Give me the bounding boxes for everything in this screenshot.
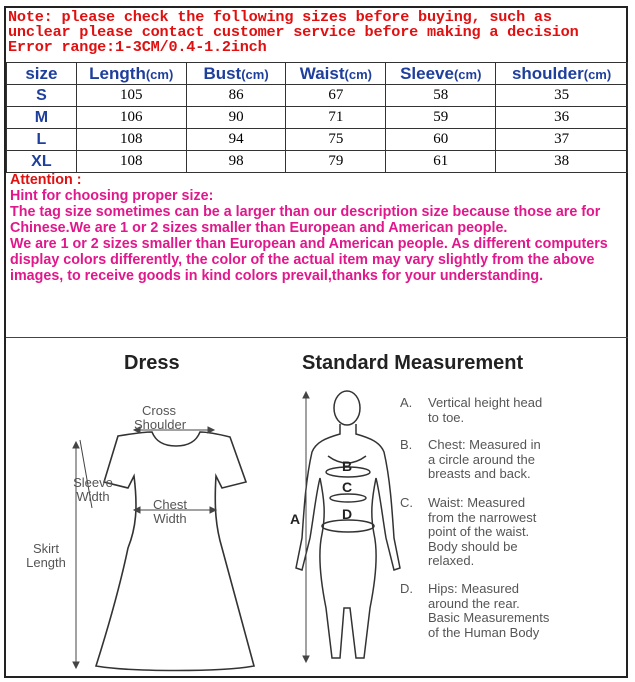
body-height-arrow bbox=[303, 392, 309, 662]
waist-cell: 79 bbox=[286, 151, 386, 173]
size-cell: L bbox=[7, 129, 77, 151]
header-shoulder: shoulder(cm) bbox=[496, 63, 628, 85]
body-letter-b: B bbox=[342, 458, 353, 474]
measurement-d: D. Hips: Measured around the rear. Basic Measurements of the Human Body bbox=[400, 581, 550, 640]
sleeve-cell: 61 bbox=[386, 151, 496, 173]
bust-cell: 86 bbox=[186, 85, 286, 107]
size-cell: M bbox=[7, 107, 77, 129]
attention-hint: Hint for choosing proper size: bbox=[10, 188, 214, 204]
attention-paragraph-2: We are 1 or 2 sizes smaller than European and American people. As different computers display colors differently, the color of the actual item may vary slightly from the above images, to receive goods in kind colors prevail,thanks for your understanding. bbox=[10, 236, 608, 284]
sleeve-width-label: Sleeve Width bbox=[73, 475, 113, 504]
bust-cell: 98 bbox=[186, 151, 286, 173]
body-letter-a: A bbox=[290, 511, 301, 527]
sleeve-cell: 59 bbox=[386, 107, 496, 129]
waist-cell: 71 bbox=[286, 107, 386, 129]
standard-measurement-title: Standard Measurement bbox=[302, 352, 524, 374]
dress-arrows bbox=[73, 427, 216, 668]
body-outline bbox=[296, 391, 400, 658]
length-cell: 106 bbox=[76, 107, 186, 129]
attention-section bbox=[10, 172, 625, 284]
shoulder-cell: 38 bbox=[496, 151, 628, 173]
shoulder-cell: 37 bbox=[496, 129, 628, 151]
dress-outline bbox=[96, 432, 254, 671]
header-length: Length(cm) bbox=[76, 63, 186, 85]
sleeve-cell: 60 bbox=[386, 129, 496, 151]
size-note bbox=[8, 10, 623, 55]
table-row bbox=[7, 129, 628, 151]
waist-cell: 75 bbox=[286, 129, 386, 151]
measurement-b: B. Chest: Measured in a circle around the breasts and back. bbox=[400, 437, 541, 481]
sleeve-cell: 58 bbox=[386, 85, 496, 107]
note-line-2: unclear please contact customer service before making a decision bbox=[8, 23, 579, 41]
shoulder-cell: 36 bbox=[496, 107, 628, 129]
size-cell: XL bbox=[7, 151, 77, 173]
body-letter-d: D bbox=[342, 506, 353, 522]
header-waist: Waist(cm) bbox=[286, 63, 386, 85]
header-size: size bbox=[7, 63, 77, 85]
bust-cell: 94 bbox=[186, 129, 286, 151]
note-line-1: Note: please check the following sizes before buying, such as bbox=[8, 8, 552, 26]
table-header-row bbox=[7, 63, 628, 85]
note-line-3: Error range:1-3CM/0.4-1.2inch bbox=[8, 38, 267, 56]
attention-paragraph-1: The tag size sometimes can be a larger than our description size because those are for Chinese.We are 1 or 2 sizes smaller than European and American people. bbox=[10, 204, 601, 236]
shoulder-cell: 35 bbox=[496, 85, 628, 107]
cross-shoulder-label: Cross Shoulder bbox=[134, 403, 187, 432]
measurement-a: A. Vertical height head to toe. bbox=[400, 395, 543, 425]
table-row bbox=[7, 107, 628, 129]
size-cell: S bbox=[7, 85, 77, 107]
chest-width-label: Chest Width bbox=[153, 497, 187, 526]
length-cell: 108 bbox=[76, 129, 186, 151]
size-chart-table bbox=[6, 62, 628, 173]
skirt-length-label: Skirt Length bbox=[26, 541, 66, 570]
measurement-diagram bbox=[6, 338, 628, 676]
header-sleeve: Sleeve(cm) bbox=[386, 63, 496, 85]
length-cell: 108 bbox=[76, 151, 186, 173]
header-bust: Bust(cm) bbox=[186, 63, 286, 85]
waist-cell: 67 bbox=[286, 85, 386, 107]
table-row bbox=[7, 151, 628, 173]
length-cell: 105 bbox=[76, 85, 186, 107]
table-row bbox=[7, 85, 628, 107]
bust-cell: 90 bbox=[186, 107, 286, 129]
dress-title: Dress bbox=[124, 352, 180, 374]
attention-title: Attention : bbox=[10, 172, 82, 188]
body-letter-c: C bbox=[342, 479, 353, 495]
measurement-c: C. Waist: Measured from the narrowest point of the waist. Body should be relaxed. bbox=[400, 495, 537, 568]
